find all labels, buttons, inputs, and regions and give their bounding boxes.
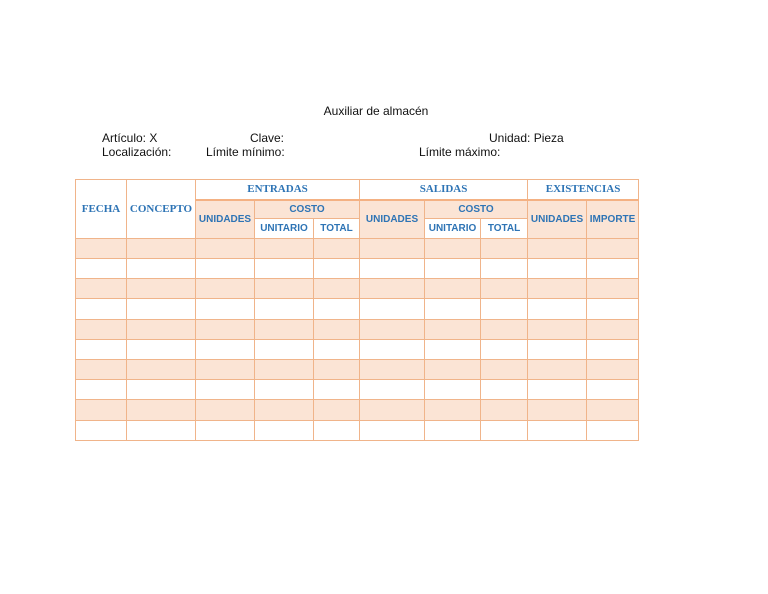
table-cell [528, 400, 587, 420]
table-cell [76, 258, 127, 278]
table-cell [360, 279, 425, 299]
table-cell [528, 238, 587, 258]
header-entradas-unidades: UNIDADES [196, 200, 255, 238]
table-cell [314, 238, 360, 258]
table-cell [360, 359, 425, 379]
table-cell [76, 380, 127, 400]
table-cell [255, 299, 314, 319]
header-entradas-total: TOTAL [314, 219, 360, 238]
table-cell [196, 319, 255, 339]
table-cell [127, 258, 196, 278]
table-cell [76, 238, 127, 258]
table-cell [481, 380, 528, 400]
table-cell [587, 279, 639, 299]
table-row [76, 319, 639, 339]
field-clave: Clave: [250, 131, 285, 145]
table-cell [481, 339, 528, 359]
table-cell [127, 380, 196, 400]
table-cell [425, 279, 481, 299]
table-cell [76, 319, 127, 339]
table-cell [587, 339, 639, 359]
table-cell [76, 299, 127, 319]
table-cell [76, 339, 127, 359]
table-cell [314, 400, 360, 420]
table-row [76, 279, 639, 299]
table-cell [587, 238, 639, 258]
table-cell [481, 400, 528, 420]
table-row [76, 258, 639, 278]
table-cell [127, 319, 196, 339]
inventory-table [75, 179, 639, 441]
table-cell [127, 299, 196, 319]
field-unidad: Unidad: Pieza [489, 131, 564, 145]
table-cell [196, 380, 255, 400]
header-concepto: CONCEPTO [127, 180, 196, 239]
table-cell [587, 380, 639, 400]
table-cell [360, 319, 425, 339]
table-cell [587, 400, 639, 420]
table-cell [255, 319, 314, 339]
table-cell [481, 319, 528, 339]
table-row [76, 339, 639, 359]
table-cell [255, 359, 314, 379]
table-cell [587, 258, 639, 278]
table-row [76, 238, 639, 258]
table-cell [360, 420, 425, 440]
field-limite-maximo: Límite máximo: [419, 145, 501, 159]
table-cell [587, 299, 639, 319]
table-cell [481, 299, 528, 319]
table-cell [127, 339, 196, 359]
table-cell [314, 359, 360, 379]
table-cell [360, 238, 425, 258]
table-cell [528, 319, 587, 339]
table-cell [196, 400, 255, 420]
table-cell [425, 420, 481, 440]
table-cell [127, 238, 196, 258]
table-cell [76, 400, 127, 420]
table-cell [481, 258, 528, 278]
table-cell [314, 339, 360, 359]
header-salidas-unitario: UNITARIO [425, 219, 481, 238]
table-cell [425, 359, 481, 379]
table-cell [255, 400, 314, 420]
header-existencias-importe: IMPORTE [587, 200, 639, 238]
table-row [76, 359, 639, 379]
table-cell [481, 420, 528, 440]
table-cell [255, 258, 314, 278]
header-entradas: ENTRADAS [196, 180, 360, 200]
table-cell [587, 359, 639, 379]
table-cell [76, 279, 127, 299]
table-cell [196, 279, 255, 299]
table-cell [360, 299, 425, 319]
table-cell [255, 420, 314, 440]
table-cell [360, 400, 425, 420]
table-cell [255, 238, 314, 258]
table-cell [314, 258, 360, 278]
table-row [76, 299, 639, 319]
table-cell [196, 299, 255, 319]
table-cell [196, 359, 255, 379]
table-row [76, 400, 639, 420]
table-cell [528, 359, 587, 379]
table-row [76, 420, 639, 440]
table-cell [425, 258, 481, 278]
table-cell [425, 400, 481, 420]
table-cell [481, 238, 528, 258]
table-cell [196, 258, 255, 278]
table-cell [76, 359, 127, 379]
header-existencias: EXISTENCIAS [528, 180, 639, 200]
table-cell [255, 279, 314, 299]
table-cell [528, 380, 587, 400]
table-cell [360, 380, 425, 400]
field-limite-minimo: Límite mínimo: [206, 145, 285, 159]
table-cell [481, 279, 528, 299]
header-entradas-unitario: UNITARIO [255, 219, 314, 238]
table-cell [360, 258, 425, 278]
table-cell [481, 359, 528, 379]
table-cell [314, 299, 360, 319]
table-cell [314, 319, 360, 339]
field-articulo: Artículo: X [102, 131, 158, 145]
table-cell [127, 420, 196, 440]
table-body [76, 238, 639, 440]
header-existencias-unidades: UNIDADES [528, 200, 587, 238]
table-cell [196, 339, 255, 359]
table-cell [528, 339, 587, 359]
header-salidas: SALIDAS [360, 180, 528, 200]
table-cell [528, 420, 587, 440]
table-row [76, 380, 639, 400]
table-cell [425, 319, 481, 339]
header-salidas-total: TOTAL [481, 219, 528, 238]
table-cell [425, 299, 481, 319]
table-cell [196, 238, 255, 258]
table-cell [425, 238, 481, 258]
document-title: Auxiliar de almacén [323, 104, 429, 118]
table-cell [314, 380, 360, 400]
table-cell [127, 279, 196, 299]
table-cell [255, 339, 314, 359]
table-cell [255, 380, 314, 400]
table-cell [127, 400, 196, 420]
table-cell [196, 420, 255, 440]
table-cell [528, 279, 587, 299]
table-cell [425, 339, 481, 359]
table-cell [528, 258, 587, 278]
table-cell [127, 359, 196, 379]
table-cell [76, 420, 127, 440]
table-cell [360, 339, 425, 359]
table-cell [314, 279, 360, 299]
table-cell [528, 299, 587, 319]
field-localizacion: Localización: [102, 145, 172, 159]
header-fecha: FECHA [76, 180, 127, 239]
header-salidas-costo: COSTO [425, 200, 528, 219]
table-cell [314, 420, 360, 440]
table-cell [425, 380, 481, 400]
header-entradas-costo: COSTO [255, 200, 360, 219]
table-cell [587, 319, 639, 339]
header-salidas-unidades: UNIDADES [360, 200, 425, 238]
table-cell [587, 420, 639, 440]
